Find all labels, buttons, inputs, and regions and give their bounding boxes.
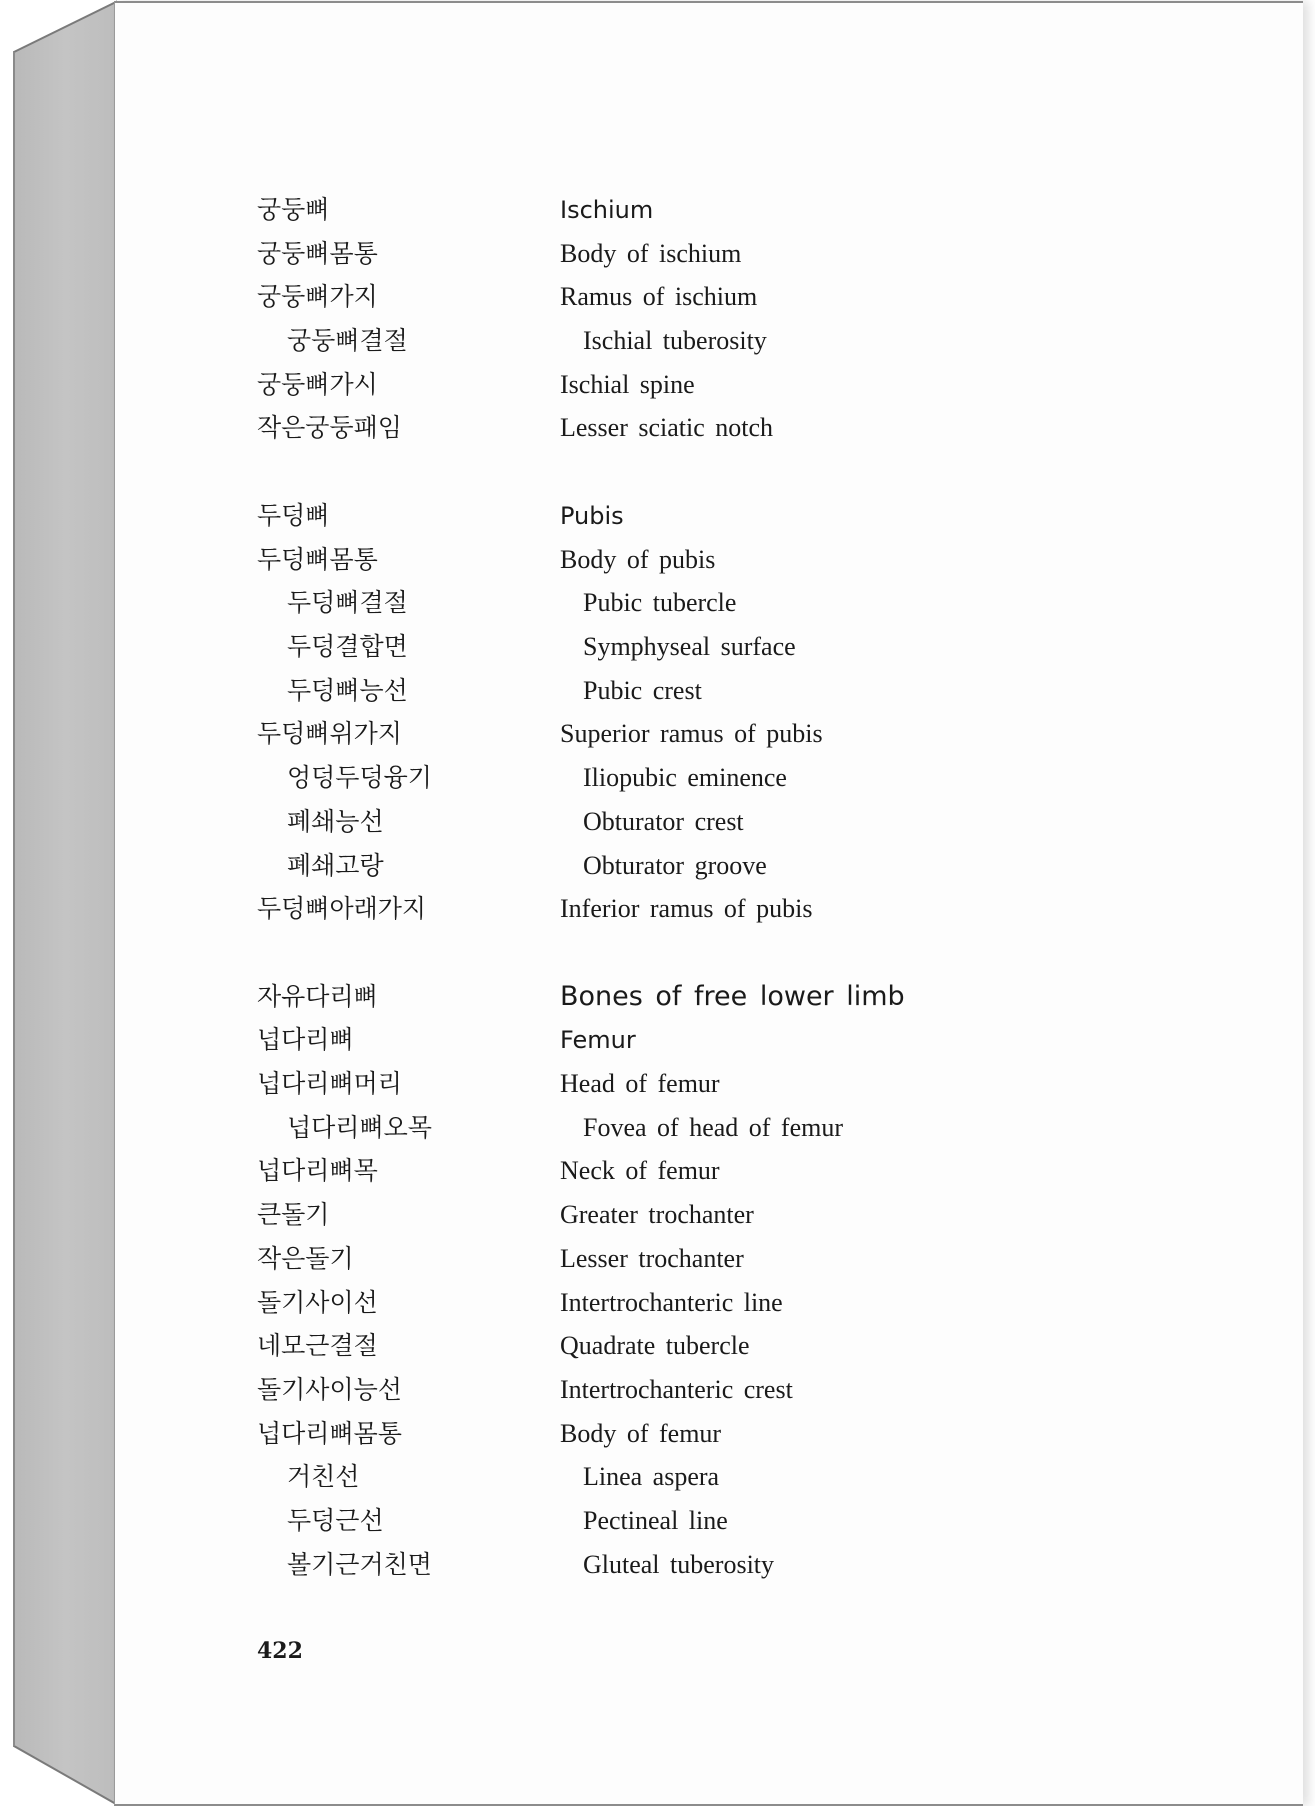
korean-term: 궁둥뼈결절: [287, 326, 408, 355]
english-term: Intertrochanteric crest: [560, 1375, 793, 1404]
korean-term: 두덩뼈결절: [287, 588, 408, 617]
glossary-row: [257, 1329, 1257, 1373]
korean-term: 작은돌기: [257, 1244, 354, 1273]
english-term: Lesser trochanter: [560, 1244, 744, 1273]
korean-term: 넙다리뼈머리: [257, 1069, 402, 1098]
glossary-row: [257, 980, 1257, 1024]
korean-term: 폐쇄고랑: [287, 851, 384, 880]
glossary-row: [257, 1417, 1257, 1461]
english-term: Greater trochanter: [560, 1200, 754, 1229]
english-term: Linea aspera: [583, 1462, 720, 1491]
korean-term: 두덩뼈아래가지: [257, 894, 427, 923]
korean-term: 폐쇄능선: [287, 807, 384, 836]
glossary-row: [257, 892, 1257, 936]
english-term: Obturator groove: [583, 851, 767, 880]
glossary-row: [257, 1504, 1257, 1548]
korean-term: 큰돌기: [257, 1200, 330, 1229]
korean-term: 궁둥뼈: [257, 195, 330, 224]
glossary-row: [257, 717, 1257, 761]
english-term: Obturator crest: [583, 807, 744, 836]
glossary-row: [257, 1242, 1257, 1286]
korean-term: 넙다리뼈오목: [287, 1113, 432, 1142]
english-term: Femur: [560, 1026, 636, 1054]
korean-term: 돌기사이선: [257, 1288, 378, 1317]
english-term: Ischial tuberosity: [583, 326, 767, 355]
glossary-row: [257, 630, 1257, 674]
english-term: Gluteal tuberosity: [583, 1550, 775, 1579]
english-term: Pubic crest: [583, 676, 702, 705]
korean-term: 넙다리뼈목: [257, 1156, 378, 1185]
korean-term: 두덩근선: [287, 1506, 384, 1535]
english-term: Lesser sciatic notch: [560, 413, 774, 442]
glossary-row: [257, 849, 1257, 893]
english-term: Body of pubis: [560, 545, 716, 574]
korean-term: 두덩뼈몸통: [257, 545, 378, 574]
glossary-row: [257, 368, 1257, 412]
english-term: Body of ischium: [560, 239, 742, 268]
glossary-row: [257, 1286, 1257, 1330]
english-term: Intertrochanteric line: [560, 1288, 783, 1317]
glossary-row: [257, 1460, 1257, 1504]
english-term: Superior ramus of pubis: [560, 719, 823, 748]
glossary-row: [257, 193, 1257, 237]
english-term: Fovea of head of femur: [583, 1113, 844, 1142]
english-term: Ischium: [560, 196, 654, 224]
korean-term: 넙다리뼈몸통: [257, 1419, 402, 1448]
korean-term: 엉덩두덩융기: [287, 763, 432, 792]
book-spine-edge: [0, 0, 120, 1806]
korean-term: 자유다리뼈: [257, 982, 378, 1011]
glossary-row: [257, 1198, 1257, 1242]
glossary-row: [257, 805, 1257, 849]
page-number: 422: [257, 1638, 303, 1664]
glossary-row: [257, 1023, 1257, 1067]
english-term: Ramus of ischium: [560, 282, 758, 311]
english-term: Iliopubic eminence: [583, 763, 787, 792]
korean-term: 거친선: [287, 1462, 360, 1491]
korean-term: 두덩뼈: [257, 501, 330, 530]
korean-term: 궁둥뼈몸통: [257, 239, 378, 268]
glossary-row: [257, 1154, 1257, 1198]
korean-term: 네모근결절: [257, 1331, 378, 1360]
glossary-row: [257, 1067, 1257, 1111]
glossary-row: [257, 499, 1257, 543]
english-term: Pectineal line: [583, 1506, 728, 1535]
korean-term: 두덩뼈능선: [287, 676, 408, 705]
glossary-row: [257, 411, 1257, 455]
english-term: Pubis: [560, 502, 624, 530]
english-term: Bones of free lower limb: [560, 981, 905, 1012]
english-term: Head of femur: [560, 1069, 720, 1098]
english-term: Body of femur: [560, 1419, 722, 1448]
korean-term: 두덩결합면: [287, 632, 408, 661]
korean-term: 궁둥뼈가지: [257, 282, 378, 311]
english-term: Symphyseal surface: [583, 632, 796, 661]
korean-term: 두덩뼈위가지: [257, 719, 402, 748]
english-term: Quadrate tubercle: [560, 1331, 750, 1360]
english-term: Inferior ramus of pubis: [560, 894, 813, 923]
korean-term: 넙다리뼈: [257, 1025, 354, 1054]
glossary-row: [257, 1111, 1257, 1155]
glossary-row: [257, 237, 1257, 281]
korean-term: 볼기근거친면: [287, 1550, 432, 1579]
glossary-row: [257, 761, 1257, 805]
english-term: Pubic tubercle: [583, 588, 737, 617]
korean-term: 궁둥뼈가시: [257, 370, 378, 399]
korean-term: 작은궁둥패임: [257, 413, 402, 442]
glossary-row: [257, 1548, 1257, 1592]
korean-term: 돌기사이능선: [257, 1375, 402, 1404]
glossary-row: [257, 674, 1257, 718]
glossary-row: [257, 586, 1257, 630]
english-term: Ischial spine: [560, 370, 695, 399]
glossary-row: [257, 324, 1257, 368]
glossary-row: [257, 543, 1257, 587]
english-term: Neck of femur: [560, 1156, 720, 1185]
glossary-row: [257, 280, 1257, 324]
glossary-row: [257, 1373, 1257, 1417]
